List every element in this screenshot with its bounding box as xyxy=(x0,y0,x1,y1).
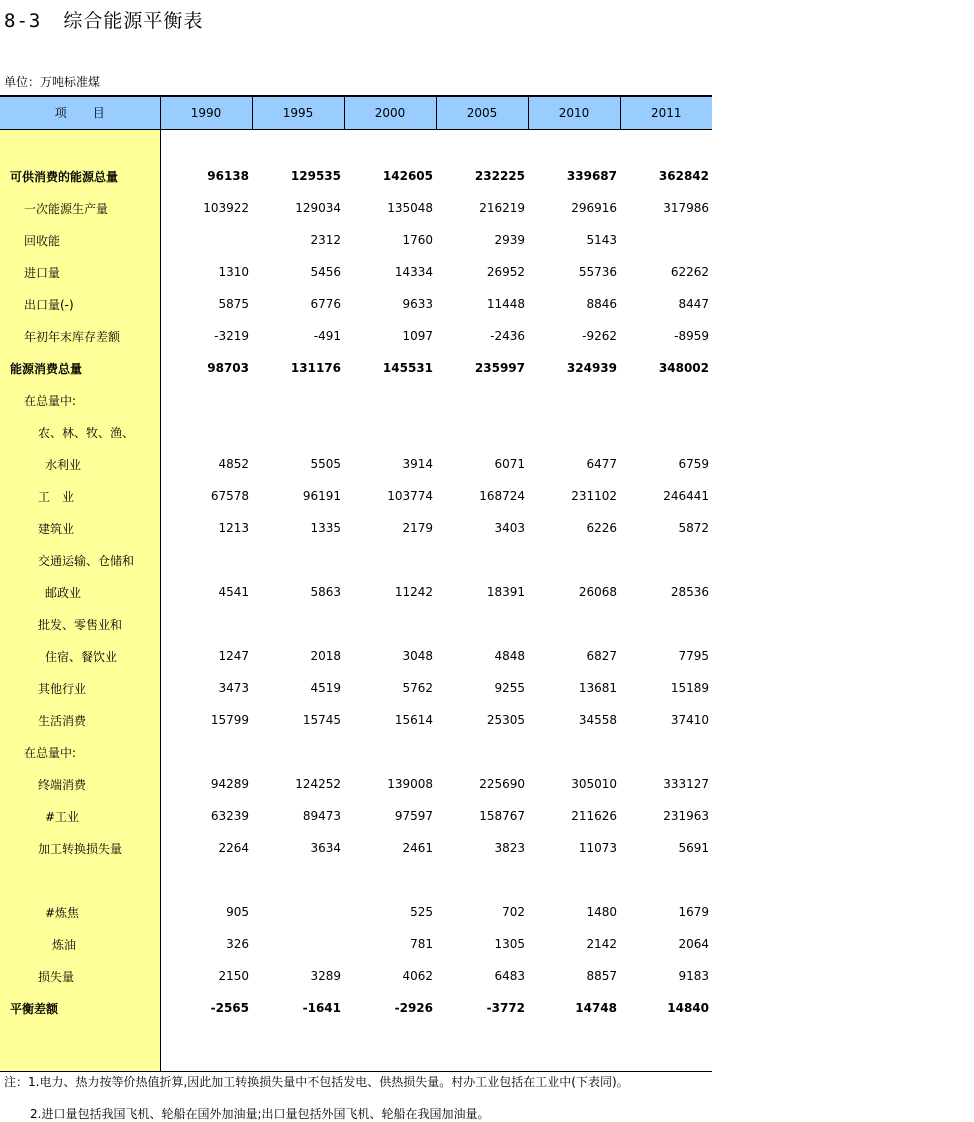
cell-2005: 216219 xyxy=(479,201,525,215)
table-row xyxy=(0,704,712,736)
cell-2000: 3048 xyxy=(402,649,433,663)
row-label: 平衡差额 xyxy=(0,992,160,1024)
cell-2010 xyxy=(528,864,620,896)
header-year-2005: 2005 xyxy=(436,96,528,129)
cell-2010: 6477 xyxy=(586,457,617,471)
table-row xyxy=(0,416,712,448)
header-year-2011: 2011 xyxy=(620,96,712,129)
row-label: 终端消费 xyxy=(0,768,160,800)
cell-2000: 14334 xyxy=(394,265,433,279)
cell-2010: 8857 xyxy=(586,969,617,983)
cell-2005: 25305 xyxy=(486,713,525,727)
cell-2000: 142605 xyxy=(382,169,433,183)
row-label: 建筑业 xyxy=(0,512,160,544)
cell-1995 xyxy=(252,896,344,928)
cell-1995: 131176 xyxy=(290,361,341,375)
header-year-1990: 1990 xyxy=(160,96,252,129)
cell-1995: 129034 xyxy=(295,201,341,215)
cell-1995: 6776 xyxy=(310,297,341,311)
table-row xyxy=(0,896,712,928)
footnote-2: 2.进口量包括我国飞机、轮船在国外加油量;出口量包括外国飞机、轮船在我国加油量。 xyxy=(30,1107,490,1121)
cell-2005: 2939 xyxy=(494,233,525,247)
cell-2011: 2064 xyxy=(678,937,709,951)
cell-2005: 6483 xyxy=(494,969,525,983)
table-row xyxy=(0,832,712,864)
cell-2010: 324939 xyxy=(566,361,617,375)
cell-1990: -3219 xyxy=(214,329,249,343)
table-row xyxy=(0,992,712,1024)
table-row xyxy=(0,512,712,544)
header-year-2000: 2000 xyxy=(344,96,436,129)
cell-2000: 525 xyxy=(410,905,433,919)
footnote-1: 注：1.电力、热力按等价热值折算,因此加工转换损失量中不包括发电、供热损失量。村办工业包括在工业中(下表同)。 xyxy=(4,1075,629,1089)
table-number: 8-3 xyxy=(4,10,42,32)
cell-2005 xyxy=(436,384,528,416)
table-row xyxy=(0,256,712,288)
row-label: 生活消费 xyxy=(0,704,160,736)
cell-2011: 231963 xyxy=(663,809,709,823)
row-label: 可供消费的能源总量 xyxy=(0,160,160,192)
spacer-row xyxy=(0,129,712,160)
cell-2005: -2436 xyxy=(490,329,525,343)
table-row xyxy=(0,160,712,192)
row-label: 工 业 xyxy=(0,480,160,512)
row-label: 加工转换损失量 xyxy=(0,832,160,864)
cell-2010: 339687 xyxy=(566,169,617,183)
cell-1995: -1641 xyxy=(302,1001,341,1015)
table-row xyxy=(0,224,712,256)
table-row xyxy=(0,960,712,992)
row-label: #工业 xyxy=(0,800,160,832)
cell-2011: 28536 xyxy=(670,585,709,599)
cell-2010: 14748 xyxy=(575,1001,617,1015)
cell-2010: 296916 xyxy=(571,201,617,215)
row-label: 邮政业 xyxy=(0,576,160,608)
cell-2011: 8447 xyxy=(678,297,709,311)
cell-1995: 2312 xyxy=(310,233,341,247)
cell-1990: 63239 xyxy=(210,809,249,823)
cell-2000: 1097 xyxy=(402,329,433,343)
cell-2010: 305010 xyxy=(571,777,617,791)
cell-2011: 6759 xyxy=(678,457,709,471)
cell-1990: 67578 xyxy=(210,489,249,503)
cell-1990 xyxy=(160,224,252,256)
cell-2010: 2142 xyxy=(586,937,617,951)
cell-2005 xyxy=(436,864,528,896)
table-row xyxy=(0,608,712,640)
cell-2000: 139008 xyxy=(387,777,433,791)
cell-2005: 11448 xyxy=(486,297,525,311)
table-row xyxy=(0,480,712,512)
cell-2010: 5143 xyxy=(586,233,617,247)
table-body xyxy=(0,129,712,1071)
table-row xyxy=(0,864,712,896)
table-row xyxy=(0,640,712,672)
cell-1990: -2565 xyxy=(210,1001,249,1015)
footnotes xyxy=(4,1073,629,1121)
cell-2000 xyxy=(344,416,436,448)
cell-2010: -9262 xyxy=(582,329,617,343)
cell-2005 xyxy=(436,608,528,640)
cell-2011 xyxy=(620,384,712,416)
cell-2011: 348002 xyxy=(658,361,709,375)
cell-1995 xyxy=(252,608,344,640)
cell-1995 xyxy=(252,384,344,416)
header-row xyxy=(0,96,712,129)
unit-label: 单位：万吨标准煤 xyxy=(4,75,101,89)
cell-2000 xyxy=(344,736,436,768)
cell-2000: 5762 xyxy=(402,681,433,695)
cell-2010: 1480 xyxy=(586,905,617,919)
cell-2011: 62262 xyxy=(670,265,709,279)
cell-2005: 168724 xyxy=(479,489,525,503)
row-label: 农、林、牧、渔、 xyxy=(0,416,160,448)
table-row xyxy=(0,544,712,576)
cell-2011 xyxy=(620,224,712,256)
header-item-label: 项目 xyxy=(54,106,131,121)
cell-2005 xyxy=(436,544,528,576)
cell-2000: 781 xyxy=(410,937,433,951)
cell-2011 xyxy=(620,864,712,896)
cell-2010: 211626 xyxy=(571,809,617,823)
cell-1995: 15745 xyxy=(302,713,341,727)
cell-2005: 235997 xyxy=(474,361,525,375)
header-item xyxy=(0,96,160,129)
cell-2011: 37410 xyxy=(670,713,709,727)
table-row xyxy=(0,384,712,416)
cell-2000: 9633 xyxy=(402,297,433,311)
table-row xyxy=(0,736,712,768)
cell-2000: 2461 xyxy=(402,841,433,855)
cell-2005: 225690 xyxy=(479,777,525,791)
cell-1995: 5863 xyxy=(310,585,341,599)
table-row xyxy=(0,576,712,608)
cell-2010: 26068 xyxy=(578,585,617,599)
cell-2000: -2926 xyxy=(394,1001,433,1015)
row-label: #炼焦 xyxy=(0,896,160,928)
cell-2010 xyxy=(528,544,620,576)
cell-1990: 2150 xyxy=(218,969,249,983)
cell-1995 xyxy=(252,544,344,576)
cell-1995: 1335 xyxy=(310,521,341,535)
row-label: 损失量 xyxy=(0,960,160,992)
cell-2005: 26952 xyxy=(486,265,525,279)
cell-1990: 2264 xyxy=(218,841,249,855)
cell-1995 xyxy=(252,736,344,768)
cell-2005: 18391 xyxy=(486,585,525,599)
table-row xyxy=(0,768,712,800)
table-row xyxy=(0,448,712,480)
cell-1995: 5505 xyxy=(310,457,341,471)
row-label: 回收能 xyxy=(0,224,160,256)
table-title: 综合能源平衡表 xyxy=(63,10,204,32)
cell-2011: 9183 xyxy=(678,969,709,983)
cell-2010: 13681 xyxy=(578,681,617,695)
cell-2000: 145531 xyxy=(382,361,433,375)
cell-2010: 231102 xyxy=(571,489,617,503)
cell-1990: 4541 xyxy=(218,585,249,599)
row-label: 在总量中: xyxy=(0,736,160,768)
cell-1990: 94289 xyxy=(210,777,249,791)
cell-2011: 14840 xyxy=(667,1001,709,1015)
cell-2011: 5872 xyxy=(678,521,709,535)
cell-2011: 1679 xyxy=(678,905,709,919)
row-label: 在总量中: xyxy=(0,384,160,416)
table-row xyxy=(0,928,712,960)
cell-2010: 8846 xyxy=(586,297,617,311)
cell-2011: 333127 xyxy=(663,777,709,791)
cell-2000: 15614 xyxy=(394,713,433,727)
cell-2011: 15189 xyxy=(670,681,709,695)
row-label: 能源消费总量 xyxy=(0,352,160,384)
cell-2005: 3823 xyxy=(494,841,525,855)
row-label: 进口量 xyxy=(0,256,160,288)
cell-2000: 1760 xyxy=(402,233,433,247)
table-row xyxy=(0,320,712,352)
cell-2011 xyxy=(620,736,712,768)
cell-1990: 3473 xyxy=(218,681,249,695)
cell-1990: 5875 xyxy=(218,297,249,311)
cell-2000: 97597 xyxy=(394,809,433,823)
cell-2005: -3772 xyxy=(486,1001,525,1015)
cell-2005: 158767 xyxy=(479,809,525,823)
cell-1995: 96191 xyxy=(302,489,341,503)
cell-1995 xyxy=(252,864,344,896)
cell-1990: 1310 xyxy=(218,265,249,279)
cell-2000: 135048 xyxy=(387,201,433,215)
table-row xyxy=(0,672,712,704)
cell-2000: 103774 xyxy=(387,489,433,503)
cell-2005 xyxy=(436,416,528,448)
cell-2010 xyxy=(528,384,620,416)
cell-2011: 5691 xyxy=(678,841,709,855)
cell-1995: 2018 xyxy=(310,649,341,663)
table-row xyxy=(0,192,712,224)
cell-2010: 6827 xyxy=(586,649,617,663)
cell-1995: 5456 xyxy=(310,265,341,279)
cell-1995 xyxy=(252,416,344,448)
cell-1990: 98703 xyxy=(207,361,249,375)
cell-1990 xyxy=(160,608,252,640)
cell-1995 xyxy=(252,928,344,960)
cell-1990: 326 xyxy=(226,937,249,951)
cell-1990: 905 xyxy=(226,905,249,919)
cell-2011: 317986 xyxy=(663,201,709,215)
cell-1995: -491 xyxy=(313,329,341,343)
cell-1990: 1213 xyxy=(218,521,249,535)
row-label: 住宿、餐饮业 xyxy=(0,640,160,672)
cell-2011: -8959 xyxy=(674,329,709,343)
row-label: 出口量(-) xyxy=(0,288,160,320)
cell-2005 xyxy=(436,736,528,768)
cell-2010 xyxy=(528,416,620,448)
cell-1990 xyxy=(160,384,252,416)
row-label: 交通运输、仓储和 xyxy=(0,544,160,576)
cell-1995: 89473 xyxy=(302,809,341,823)
cell-2005: 4848 xyxy=(494,649,525,663)
cell-2011: 7795 xyxy=(678,649,709,663)
cell-2005: 232225 xyxy=(474,169,525,183)
cell-2011: 246441 xyxy=(663,489,709,503)
cell-2005: 9255 xyxy=(494,681,525,695)
cell-2000: 3914 xyxy=(402,457,433,471)
cell-1995: 3289 xyxy=(310,969,341,983)
cell-1995: 129535 xyxy=(290,169,341,183)
cell-1990 xyxy=(160,864,252,896)
cell-2005: 6071 xyxy=(494,457,525,471)
cell-2005: 702 xyxy=(502,905,525,919)
cell-2000: 11242 xyxy=(394,585,433,599)
row-label: 水利业 xyxy=(0,448,160,480)
cell-2000 xyxy=(344,384,436,416)
row-label: 年初年末库存差额 xyxy=(0,320,160,352)
cell-2000 xyxy=(344,608,436,640)
row-label: 一次能源生产量 xyxy=(0,192,160,224)
cell-2005: 3403 xyxy=(494,521,525,535)
cell-1990: 103922 xyxy=(203,201,249,215)
header-year-2010: 2010 xyxy=(528,96,620,129)
cell-2010: 6226 xyxy=(586,521,617,535)
cell-2000 xyxy=(344,544,436,576)
cell-1990 xyxy=(160,416,252,448)
energy-balance-table xyxy=(0,95,712,1072)
cell-1995: 124252 xyxy=(295,777,341,791)
cell-1990: 15799 xyxy=(210,713,249,727)
cell-1995: 4519 xyxy=(310,681,341,695)
row-label: 批发、零售业和 xyxy=(0,608,160,640)
cell-1990: 1247 xyxy=(218,649,249,663)
table-row xyxy=(0,800,712,832)
cell-2010 xyxy=(528,608,620,640)
cell-1995: 3634 xyxy=(310,841,341,855)
row-label: 炼油 xyxy=(0,928,160,960)
cell-2011: 362842 xyxy=(658,169,709,183)
table-row xyxy=(0,288,712,320)
table-row xyxy=(0,352,712,384)
cell-1990: 4852 xyxy=(218,457,249,471)
header-year-1995: 1995 xyxy=(252,96,344,129)
cell-2010: 34558 xyxy=(578,713,617,727)
cell-2010 xyxy=(528,736,620,768)
page-title xyxy=(4,6,203,33)
cell-2010: 11073 xyxy=(578,841,617,855)
cell-1990 xyxy=(160,544,252,576)
cell-2000: 2179 xyxy=(402,521,433,535)
cell-2000: 4062 xyxy=(402,969,433,983)
cell-1990: 96138 xyxy=(207,169,249,183)
spacer-row xyxy=(0,1024,712,1071)
row-label: 其他行业 xyxy=(0,672,160,704)
cell-2011 xyxy=(620,544,712,576)
cell-2011 xyxy=(620,608,712,640)
cell-2010: 55736 xyxy=(578,265,617,279)
cell-2005: 1305 xyxy=(494,937,525,951)
cell-1990 xyxy=(160,736,252,768)
row-label xyxy=(0,864,160,896)
cell-2011 xyxy=(620,416,712,448)
cell-2000 xyxy=(344,864,436,896)
